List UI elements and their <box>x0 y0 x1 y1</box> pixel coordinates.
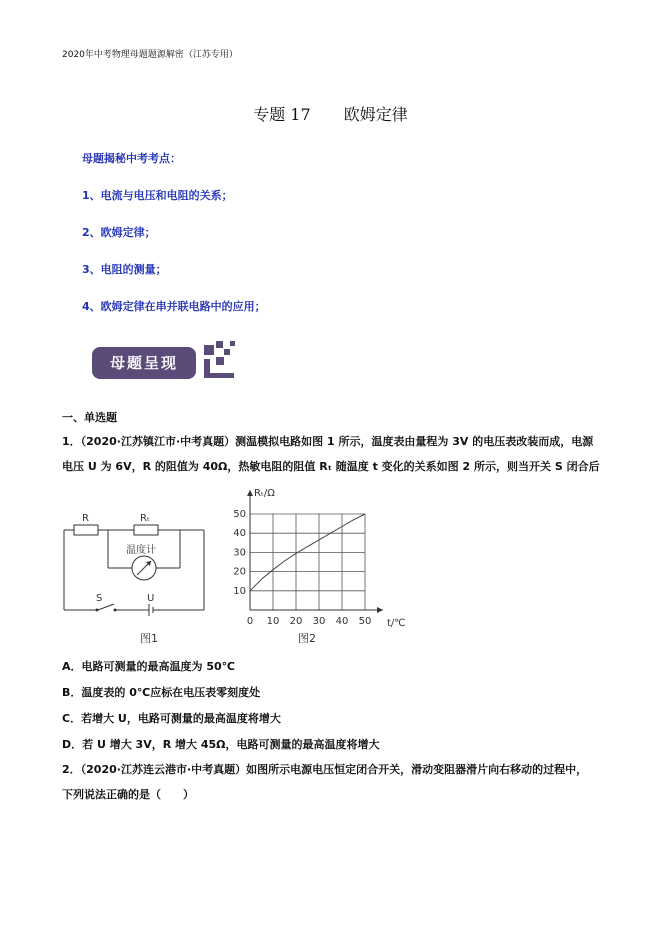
page-title <box>0 102 661 125</box>
point-item: 2、欧姆定律； <box>82 226 156 239</box>
x-tick-label: 10 <box>266 616 280 627</box>
y-tick-label: 50 <box>233 509 246 520</box>
option-a: A．电路可测量的最高温度为 50℃ <box>62 660 235 673</box>
x-tick-label: 40 <box>335 616 349 627</box>
page-header: 2020年中考物理母题题源解密（江苏专用） <box>62 50 238 60</box>
figure-2-caption: 图2 <box>298 632 316 645</box>
label-r: R <box>82 513 89 524</box>
topic-name: 欧姆定律 <box>343 105 408 124</box>
question-2-line-2: 下列说法正确的是（ ） <box>62 788 194 801</box>
question-2-line-1: 2．（2020·江苏连云港市·中考真题）如图所示电源电压恒定闭合开关，滑动变阻器滑片向右移动的过程中， <box>62 763 588 776</box>
x-axis-title: t/℃ <box>387 618 406 629</box>
y-tick-label: 30 <box>233 547 246 559</box>
point-item: 1、电流与电压和电阻的关系； <box>82 189 233 202</box>
label-voltage: U <box>147 593 155 604</box>
label-thermometer: 温度计 <box>126 545 156 556</box>
y-tick-label: 20 <box>233 566 246 578</box>
figure-1-caption: 图1 <box>140 632 158 645</box>
x-tick-label: 50 <box>358 616 372 627</box>
point-item: 4、欧姆定律在串并联电路中的应用； <box>82 300 266 313</box>
y-axis-arrow <box>247 490 253 496</box>
x-tick-label: 30 <box>312 616 326 627</box>
y-tick-label: 40 <box>233 528 246 540</box>
resistance-temperature-chart <box>230 484 430 634</box>
question-1-line-2: 电压 U 为 6V，R 的阻值为 40Ω，热敏电阻的阻值 Rₜ 随温度 t 变化的关系如图 2 所示，则当开关 S 闭合后 <box>62 460 600 473</box>
section-title: 一、单选题 <box>62 411 117 424</box>
question-1-line-1: 1．（2020·江苏镇江市·中考真题）测温模拟电路如图 1 所示，温度表由量程为 3V 的电压表改装而成，电源 <box>62 435 594 448</box>
banner-label: 母题呈现 <box>92 347 196 379</box>
option-c: C．若增大 U，电路可测量的最高温度将增大 <box>62 712 281 725</box>
x-tick-label: 20 <box>289 616 303 627</box>
banner-decoration-icon <box>190 339 242 385</box>
points-heading: 母题揭秘中考考点： <box>82 152 181 165</box>
x-axis-arrow <box>377 607 383 613</box>
circuit-diagram <box>60 508 210 648</box>
topic-number: 专题 17 <box>253 105 311 124</box>
option-b: B．温度表的 0℃应标在电压表零刻度处 <box>62 686 261 699</box>
label-rt: Rₜ <box>140 513 150 524</box>
y-tick-label: 10 <box>233 585 246 597</box>
x-tick-label: 0 <box>246 616 254 627</box>
y-axis-title: Rₜ/Ω <box>254 488 275 499</box>
option-d: D．若 U 增大 3V，R 增大 45Ω，电路可测量的最高温度将增大 <box>62 738 380 751</box>
point-item: 3、电阻的测量； <box>82 263 167 276</box>
section-banner <box>92 339 242 385</box>
label-switch: S <box>96 593 103 604</box>
